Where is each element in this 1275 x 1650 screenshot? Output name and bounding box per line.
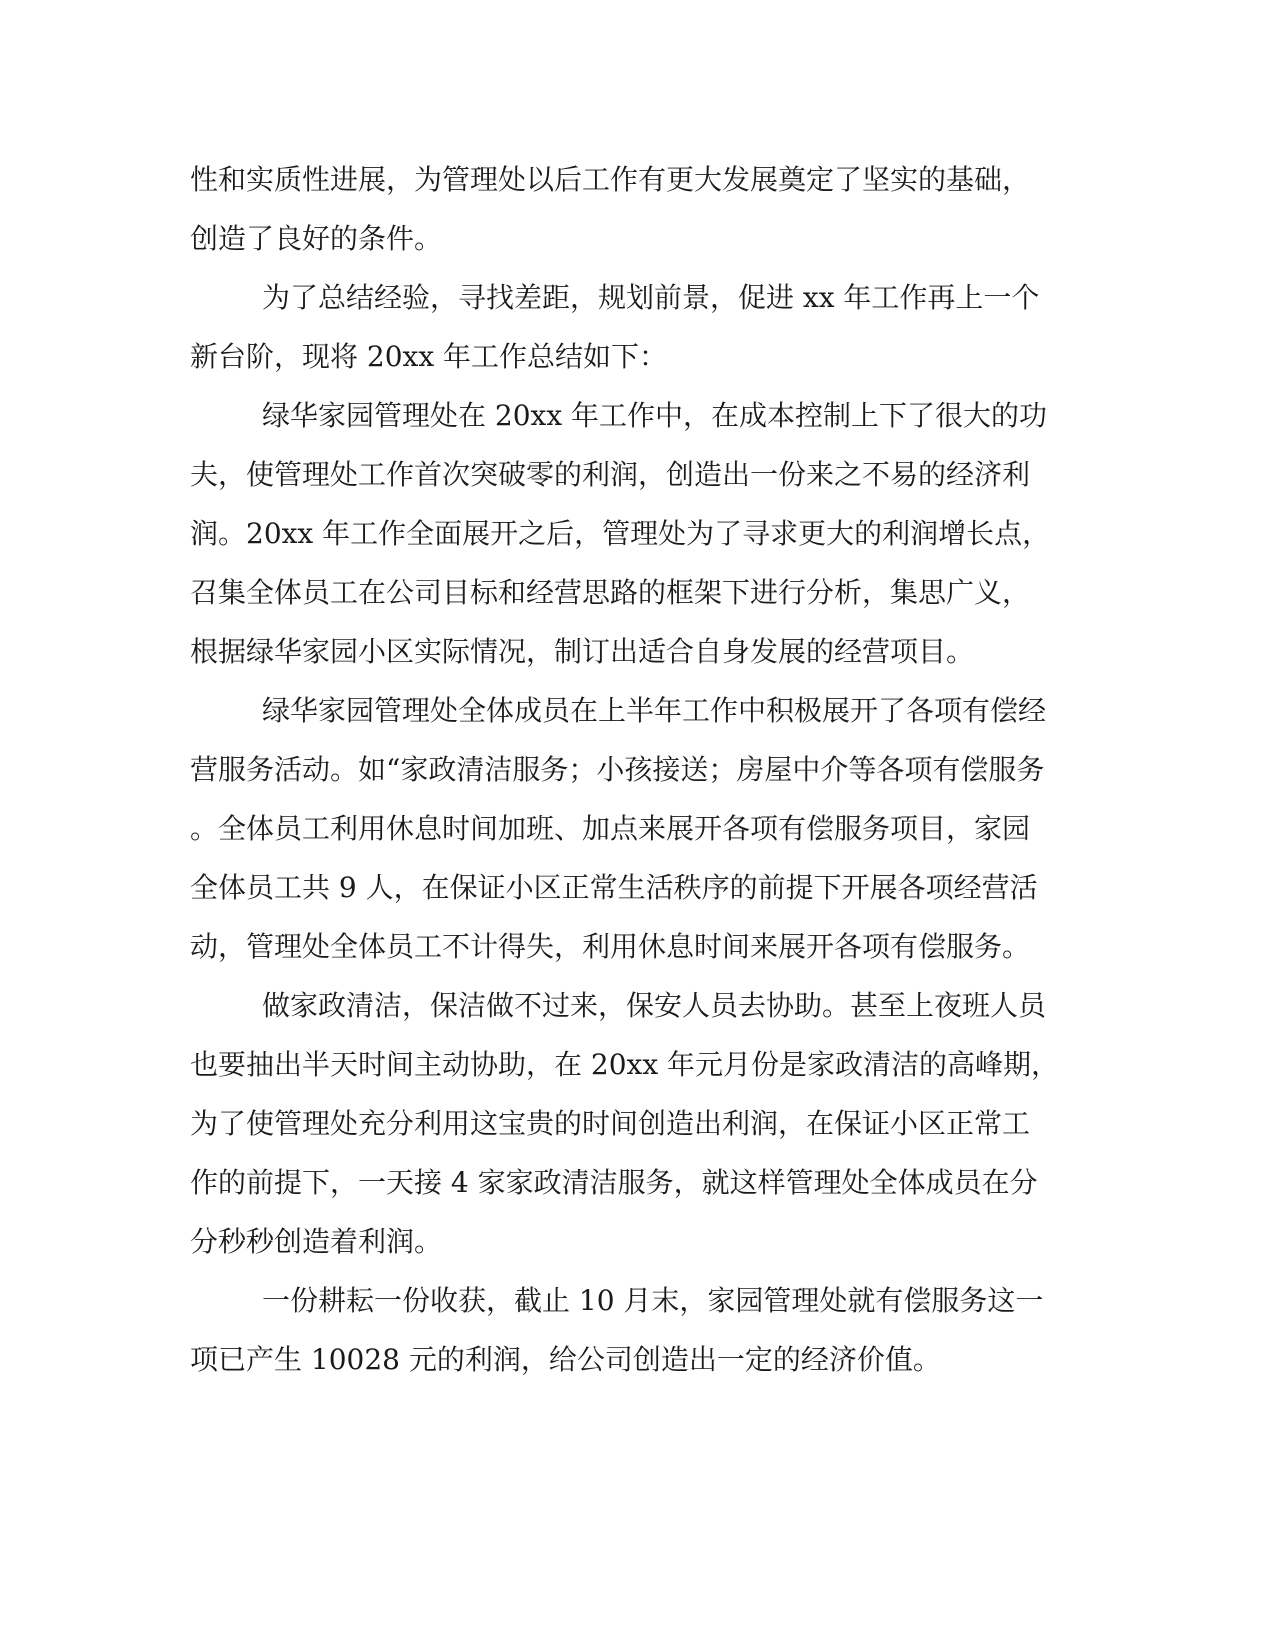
text-line: 。全体员工利用休息时间加班、加点来展开各项有偿服务项目，家园	[190, 812, 1031, 845]
paragraph-first-line: 绿华家园管理处全体成员在上半年工作中积极展开了各项有偿经	[262, 694, 1047, 727]
text-line: 分秒秒创造着利润。	[190, 1225, 443, 1258]
text-line: 为了使管理处充分利用这宝贵的时间创造出利润，在保证小区正常工	[190, 1107, 1031, 1140]
text-line: 夫，使管理处工作首次突破零的利润，创造出一份来之不易的经济利	[190, 458, 1031, 491]
paragraph-first-line: 一份耕耘一份收获，截止 10 月末，家园管理处就有偿服务这一	[262, 1284, 1044, 1317]
text-line: 营服务活动。如“家政清洁服务；小孩接送；房屋中介等各项有偿服务	[190, 753, 1045, 786]
text-line: 创造了良好的条件。	[190, 222, 443, 255]
text-line: 全体员工共 9 人，在保证小区正常生活秩序的前提下开展各项经营活	[190, 871, 1038, 904]
paragraph-first-line: 为了总结经验，寻找差距，规划前景，促进 xx 年工作再上一个	[262, 281, 1040, 314]
text-line: 作的前提下，一天接 4 家家政清洁服务，就这样管理处全体成员在分	[190, 1166, 1038, 1199]
text-line: 根据绿华家园小区实际情况，制订出适合自身发展的经营项目。	[190, 635, 975, 668]
text-line: 动，管理处全体员工不计得失，利用休息时间来展开各项有偿服务。	[190, 930, 1031, 963]
text-line: 也要抽出半天时间主动协助，在 20xx 年元月份是家政清洁的高峰期，	[190, 1048, 1060, 1081]
text-line: 润。20xx 年工作全面展开之后，管理处为了寻求更大的利润增长点，	[190, 517, 1051, 550]
text-line: 性和实质性进展，为管理处以后工作有更大发展奠定了坚实的基础，	[190, 163, 1031, 196]
text-line: 召集全体员工在公司目标和经营思路的框架下进行分析，集思广义，	[190, 576, 1031, 609]
paragraph-first-line: 做家政清洁，保洁做不过来，保安人员去协助。甚至上夜班人员	[262, 989, 1047, 1022]
paragraph-first-line: 绿华家园管理处在 20xx 年工作中，在成本控制上下了很大的功	[262, 399, 1048, 432]
text-line: 新台阶，现将 20xx 年工作总结如下：	[190, 340, 668, 373]
text-line: 项已产生 10028 元的利润，给公司创造出一定的经济价值。	[190, 1343, 941, 1376]
